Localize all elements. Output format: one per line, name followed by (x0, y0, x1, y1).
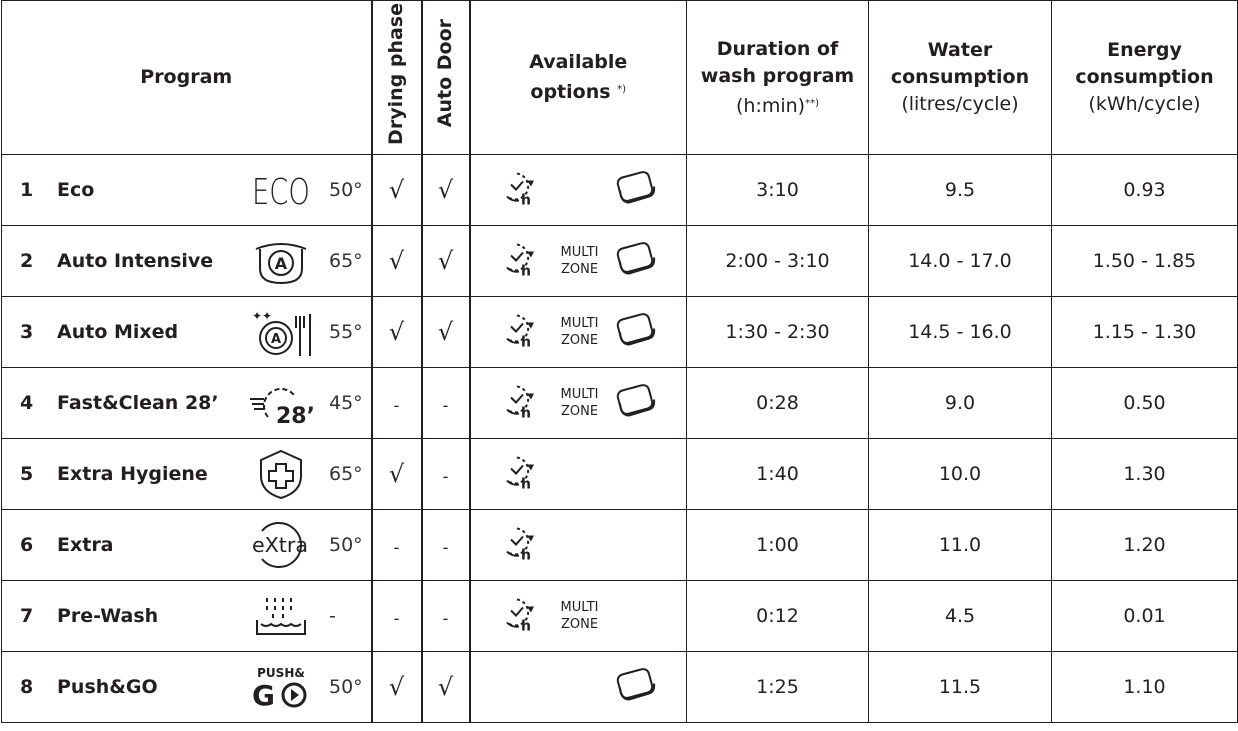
check-icon: √ (437, 318, 454, 346)
drying-phase-cell (372, 368, 422, 439)
check-icon: √ (437, 176, 454, 204)
check-icon: √ (388, 673, 405, 701)
svg-text:h: h (520, 547, 531, 564)
table-row (2, 510, 1238, 581)
table-row (2, 297, 1238, 368)
table-row (2, 581, 1238, 652)
svg-text:h: h (520, 192, 531, 209)
svg-text:h: h (520, 334, 531, 351)
energy-cell: 0.01 (1052, 581, 1238, 652)
delay-start-icon (499, 524, 537, 567)
table-row (2, 226, 1238, 297)
program-name: Push&GO (57, 676, 158, 698)
energy-cell: 0.50 (1052, 368, 1238, 439)
program-name: Auto Mixed (57, 321, 179, 343)
program-name: Extra (57, 534, 114, 556)
water-cell: 11.5 (869, 652, 1052, 723)
program-cell (2, 226, 372, 297)
header-row (2, 1, 1238, 155)
program-cell (2, 368, 372, 439)
program-number: 4 (20, 392, 34, 414)
stopwatch-28-icon (248, 377, 314, 429)
options-cell (470, 510, 687, 581)
prewash-icon (248, 590, 314, 642)
auto-door-cell (422, 510, 470, 581)
program-temperature: 55° (329, 321, 363, 343)
program-number: 1 (20, 179, 34, 201)
drying-phase-cell (372, 581, 422, 652)
program-name: Pre-Wash (57, 605, 159, 627)
program-name: Fast&Clean 28’ (57, 392, 219, 414)
energy-cell: 0.93 (1052, 155, 1238, 226)
header-options: Available options *) (470, 1, 687, 155)
duration-cell: 2:00 - 3:10 (687, 226, 869, 297)
program-cell (2, 439, 372, 510)
dash: - (393, 609, 400, 628)
delay-start-icon (499, 240, 537, 283)
svg-text:h: h (520, 405, 531, 422)
duration-cell: 1:30 - 2:30 (687, 297, 869, 368)
svg-text:h: h (520, 476, 531, 493)
table-row (2, 368, 1238, 439)
program-number: 8 (20, 676, 34, 698)
multizone-icon: MULTI ZONE (560, 245, 599, 277)
program-temperature: 50° (329, 179, 363, 201)
options-cell (470, 368, 687, 439)
tablet-icon (615, 666, 657, 709)
program-cell (2, 155, 372, 226)
auto-door-cell (422, 652, 470, 723)
drying-phase-cell (372, 439, 422, 510)
table-row (2, 439, 1238, 510)
svg-text:h: h (520, 618, 531, 635)
dash: - (393, 538, 400, 557)
drying-phase-cell (372, 510, 422, 581)
eco-icon (248, 164, 314, 216)
duration-cell: 0:28 (687, 368, 869, 439)
program-number: 5 (20, 463, 34, 485)
pot-auto-icon (248, 235, 314, 287)
program-table (1, 0, 1238, 723)
dash: - (442, 396, 449, 415)
header-water: Water consumption (litres/cycle) (869, 1, 1052, 155)
program-number: 6 (20, 534, 34, 556)
table-row (2, 155, 1238, 226)
shield-cross-icon (248, 448, 314, 500)
energy-cell: 1.30 (1052, 439, 1238, 510)
program-cell (2, 652, 372, 723)
check-icon: √ (388, 247, 405, 275)
auto-door-cell (422, 581, 470, 652)
energy-cell: 1.10 (1052, 652, 1238, 723)
dash: - (393, 396, 400, 415)
duration-cell: 1:40 (687, 439, 869, 510)
svg-text:G: G (252, 679, 275, 712)
delay-start-icon (499, 382, 537, 425)
duration-cell: 3:10 (687, 155, 869, 226)
header-energy: Energy consumption (kWh/cycle) (1052, 1, 1238, 155)
program-number: 3 (20, 321, 34, 343)
drying-phase-cell (372, 297, 422, 368)
energy-cell: 1.50 - 1.85 (1052, 226, 1238, 297)
tablet-icon (615, 382, 657, 425)
push-go-icon (248, 661, 314, 713)
auto-door-cell (422, 297, 470, 368)
program-temperature: 65° (329, 250, 363, 272)
options-cell (470, 226, 687, 297)
program-name: Eco (57, 179, 95, 201)
plate-auto-icon (248, 306, 314, 358)
options-cell (470, 581, 687, 652)
auto-door-cell (422, 226, 470, 297)
svg-text:A: A (274, 254, 288, 273)
program-temperature: - (329, 605, 336, 627)
drying-phase-cell (372, 226, 422, 297)
multizone-icon: MULTI ZONE (560, 387, 599, 419)
program-cell (2, 581, 372, 652)
program-temperature: 50° (329, 676, 363, 698)
check-icon: √ (388, 460, 405, 488)
svg-text:A: A (270, 332, 282, 347)
duration-cell: 1:25 (687, 652, 869, 723)
auto-door-cell (422, 155, 470, 226)
delay-start-icon (499, 169, 537, 212)
delay-start-icon (499, 453, 537, 496)
auto-door-cell (422, 368, 470, 439)
delay-start-icon (499, 595, 537, 638)
check-icon: √ (388, 176, 405, 204)
auto-door-cell (422, 439, 470, 510)
svg-text:ECO: ECO (252, 172, 310, 213)
program-name: Auto Intensive (57, 250, 214, 272)
dash: - (442, 467, 449, 486)
header-duration: Duration of wash program (h:min)**) (687, 1, 869, 155)
options-cell (470, 155, 687, 226)
water-cell: 11.0 (869, 510, 1052, 581)
program-temperature: 65° (329, 463, 363, 485)
program-number: 2 (20, 250, 34, 272)
duration-cell: 0:12 (687, 581, 869, 652)
svg-text:28’: 28’ (276, 404, 315, 429)
multizone-icon: MULTI ZONE (560, 316, 599, 348)
header-drying-phase: Drying phase (372, 1, 422, 155)
check-icon: √ (437, 247, 454, 275)
svg-text:PUSH&: PUSH& (257, 666, 305, 680)
water-cell: 14.0 - 17.0 (869, 226, 1052, 297)
water-cell: 9.5 (869, 155, 1052, 226)
program-name: Extra Hygiene (57, 463, 208, 485)
tablet-icon (615, 169, 657, 212)
program-number: 7 (20, 605, 34, 627)
header-program: Program (2, 1, 372, 155)
extra-icon (248, 519, 314, 571)
options-cell (470, 439, 687, 510)
options-cell (470, 652, 687, 723)
drying-phase-cell (372, 155, 422, 226)
water-cell: 4.5 (869, 581, 1052, 652)
water-cell: 14.5 - 16.0 (869, 297, 1052, 368)
program-temperature: 50° (329, 534, 363, 556)
program-temperature: 45° (329, 392, 363, 414)
dash: - (442, 538, 449, 557)
drying-phase-cell (372, 652, 422, 723)
tablet-icon (615, 311, 657, 354)
svg-text:✦✦: ✦✦ (252, 309, 273, 323)
header-auto-door: Auto Door (422, 1, 470, 155)
water-cell: 10.0 (869, 439, 1052, 510)
svg-text:eXtra: eXtra (252, 533, 308, 557)
energy-cell: 1.20 (1052, 510, 1238, 581)
program-cell (2, 297, 372, 368)
check-icon: √ (388, 318, 405, 346)
program-cell (2, 510, 372, 581)
options-cell (470, 297, 687, 368)
multizone-icon: MULTI ZONE (560, 600, 599, 632)
duration-cell: 1:00 (687, 510, 869, 581)
delay-start-icon (499, 311, 537, 354)
svg-text:h: h (520, 263, 531, 280)
check-icon: √ (437, 673, 454, 701)
dash: - (442, 609, 449, 628)
tablet-icon (615, 240, 657, 283)
table-row (2, 652, 1238, 723)
energy-cell: 1.15 - 1.30 (1052, 297, 1238, 368)
water-cell: 9.0 (869, 368, 1052, 439)
